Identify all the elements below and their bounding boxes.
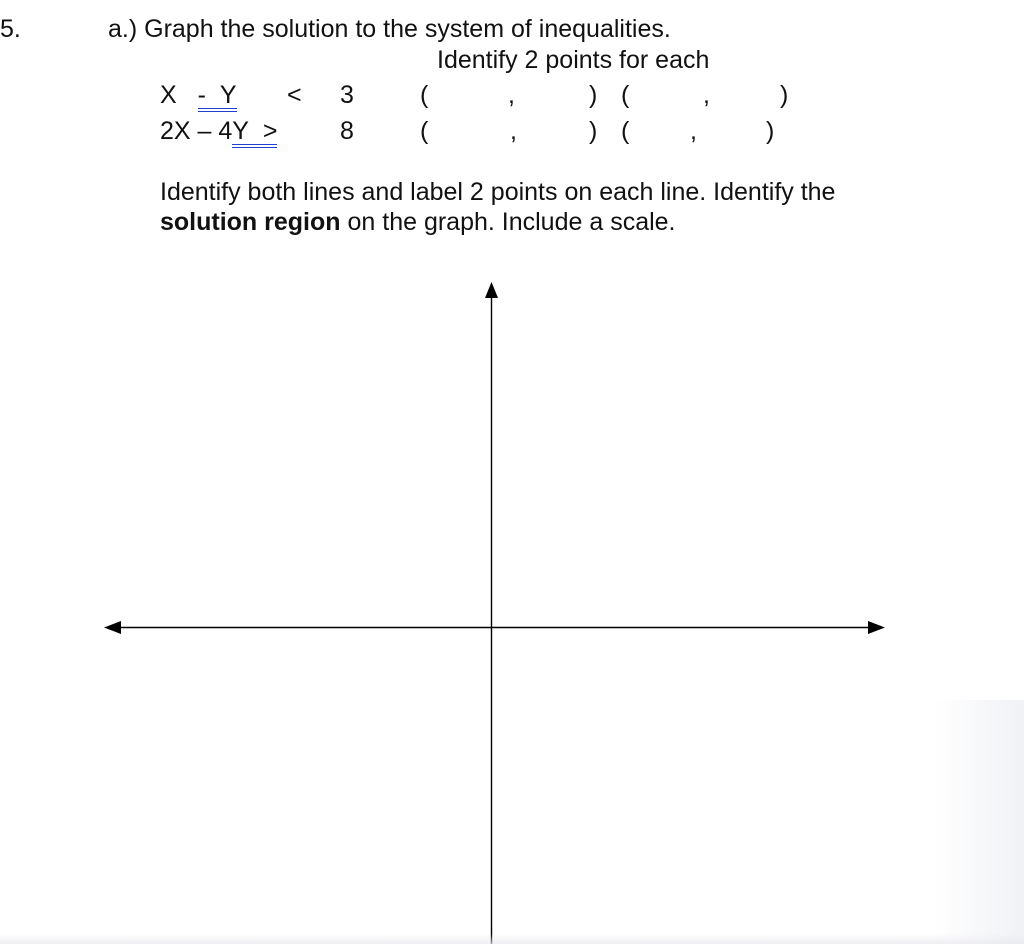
point-open-paren: ( [420,117,429,145]
point-open-paren: ( [621,81,630,109]
instructions: Identify both lines and label 2 points on each line. Identify the solution region on the graph. Include a scale. [160,178,836,236]
part-a-prompt: a.) Graph the solution to the system of inequalities. [108,15,671,43]
point-close-paren: ) [589,117,598,145]
point-open-paren: ( [621,117,630,145]
point-open-paren: ( [420,81,429,109]
point-comma: , [510,117,517,145]
ineq1-minus-y-underlined: - Y [197,81,237,109]
ineq1-operator: < [287,81,302,109]
ineq2-y-op-underlined: Y > [232,117,278,145]
ineq1-x: X [160,81,177,109]
point-close-paren: ) [780,81,789,109]
page-edge-shadow [934,700,1024,944]
ineq1-rhs: 3 [340,81,354,109]
x-axis-right-arrow-icon [868,621,885,634]
identify-points-header: Identify 2 points for each [437,46,710,74]
y-axis-arrow-icon [485,282,498,298]
question-number: 5. [0,15,21,43]
x-axis-left-arrow-icon [104,621,121,634]
point-comma: , [703,81,710,109]
ineq2-left: 2X – 4 [160,117,233,145]
page-bottom-shadow [0,934,1024,944]
point-close-paren: ) [766,117,775,145]
point-comma: , [508,81,515,109]
instructions-bold: solution region [160,208,341,236]
ineq2-rhs: 8 [340,117,354,145]
point-comma: , [690,117,697,145]
point-close-paren: ) [589,81,598,109]
